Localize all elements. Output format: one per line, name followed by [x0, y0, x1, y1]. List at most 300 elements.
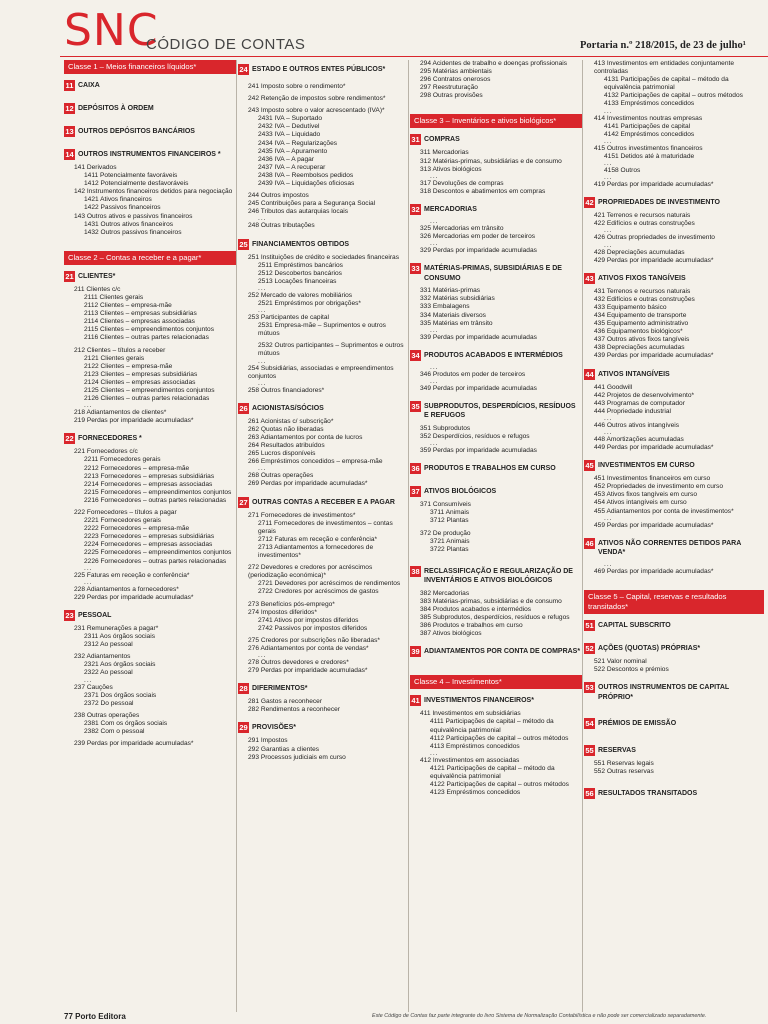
spacer — [64, 95, 236, 99]
subaccount-line: 4131 Participações de capital – método da equivalência patrimonial — [604, 76, 729, 92]
account-line: 261 Acionistas c/ subscrição* — [248, 417, 334, 425]
column-divider — [408, 60, 409, 1012]
account-line: 282 Rendimentos a reconhecer — [248, 706, 341, 714]
subaccount-line: 1422 Passivos financeiros — [84, 204, 161, 212]
class-banner: Classe 3 – Inventários e ativos biológicos* — [410, 114, 582, 128]
account-line: 351 Subprodutos — [420, 424, 471, 432]
account-section-heading — [584, 538, 764, 558]
account-number-badge: 37 — [411, 487, 420, 497]
account-section-heading — [410, 463, 582, 474]
account-line: 218 Adiantamentos de clientes* — [74, 409, 167, 417]
account-line: 258 Outros financiadores* — [248, 386, 325, 394]
subaccount-line: 4133 Empréstimos concedidos — [604, 100, 695, 108]
account-line: 333 Embalagens — [420, 303, 470, 311]
account-line: 252 Mercado de valores mobiliários — [248, 291, 353, 299]
subaccount-line: 2211 Fornecedores gerais — [84, 456, 161, 464]
account-section-title: OUTROS INSTRUMENTOS FINANCEIROS * — [78, 151, 221, 158]
class-banner: Classe 1 – Meios financeiros líquidos* — [64, 60, 236, 74]
spacer — [410, 196, 582, 200]
account-number-badge: 39 — [411, 647, 420, 657]
account-line: 244 Outros impostos — [248, 192, 309, 200]
account-line: 264 Resultados atribuídos — [248, 442, 325, 450]
subaccount-line: 2382 Com o pessoal — [84, 727, 145, 735]
account-section-heading — [64, 80, 236, 91]
account-section-title: RESULTADOS TRANSITADOS — [598, 790, 698, 798]
account-section-title: FINANCIAMENTOS OBTIDOS — [252, 240, 350, 248]
spacer — [238, 675, 408, 679]
ellipsis: ... — [604, 414, 613, 422]
account-line: 253 Participantes de capital — [248, 314, 330, 322]
spacer — [410, 638, 582, 642]
subaccount-line: 4112 Participações de capital – outros métodos — [430, 734, 569, 742]
account-section-title: INVESTIMENTOS FINANCEIROS* — [424, 697, 534, 705]
subaccount-line: 2438 IVA – Reembolsos pedidos — [258, 171, 354, 179]
account-line: 212 Clientes – títulos a receber — [74, 346, 166, 354]
account-section-title: CAIXA — [78, 82, 100, 89]
account-section-title: COMPRAS — [424, 136, 460, 144]
spacer — [64, 141, 236, 145]
subaccount-line: 2311 Aos órgãos sociais — [84, 633, 155, 641]
column-1 — [64, 60, 236, 1012]
subaccount-line: 2123 Clientes – empresas subsidiárias — [84, 370, 198, 378]
subaccount-line: 3712 Plantas — [430, 517, 469, 525]
subaccount-line: 3711 Animais — [430, 509, 470, 517]
account-line: 442 Projetos de desenvolvimento* — [594, 391, 695, 399]
account-section-title: DEPÓSITOS À ORDEM — [78, 105, 154, 112]
account-line: 281 Gastos a reconhecer — [248, 698, 323, 706]
subaccount-line: 2114 Clientes – empresas associadas — [84, 318, 195, 326]
ellipsis: ... — [258, 465, 267, 473]
account-line: 332 Matérias subsidiárias — [420, 295, 495, 303]
account-section-heading — [238, 239, 408, 250]
subaccount-line: 2436 IVA – A pagar — [258, 155, 314, 163]
account-number-badge: 35 — [411, 401, 420, 411]
subaccount-line: 2742 Passivos por impostos diferidos — [258, 624, 368, 632]
account-line: 413 Investimentos em entidades conjuntamente controladas — [594, 60, 735, 76]
account-line: 242 Retenção de impostos sobre rendimentos* — [248, 95, 386, 103]
subaccount-line: 2511 Empréstimos bancários — [258, 261, 343, 269]
account-section-title: RESERVAS — [598, 747, 636, 755]
account-section-title: DIFERIMENTOS* — [252, 685, 308, 693]
subaccount-line: 2431 IVA – Suportado — [258, 115, 323, 123]
spacer — [238, 395, 408, 399]
spacer — [584, 452, 764, 456]
account-section-title: PRÉMIOS DE EMISSÃO — [598, 720, 677, 728]
subaccount-line: 4158 Outros — [604, 167, 641, 175]
account-line: 318 Descontos e abatimentos em compras — [420, 187, 546, 195]
snc-logo: SNC — [64, 5, 159, 56]
ellipsis: ... — [84, 578, 93, 586]
subaccount-line: 4142 Empréstimos concedidos — [604, 130, 695, 138]
account-line: 335 Matérias em trânsito — [420, 319, 493, 327]
subaccount-line: 4111 Participações de capital – método da equivalência patrimonial — [430, 718, 554, 734]
spacer — [410, 661, 582, 669]
account-line: 436 Equipamentos biológicos* — [594, 328, 683, 336]
account-number-badge: 21 — [65, 271, 74, 281]
subaccount-line: 2512 Descobertos bancários — [258, 269, 342, 277]
subaccount-line: 4123 Empréstimos concedidos — [430, 789, 521, 797]
account-section-title: ATIVOS NÃO CORRENTES DETIDOS PARA VENDA* — [598, 539, 741, 557]
subaccount-line: 2432 IVA – Dedutível — [258, 123, 320, 131]
subaccount-line: 2372 Do pessoal — [84, 699, 134, 707]
account-section-heading — [410, 263, 582, 283]
spacer — [410, 554, 582, 562]
account-section-heading — [410, 566, 582, 586]
account-section-heading — [584, 369, 764, 380]
account-number-badge: 27 — [239, 497, 248, 507]
account-line: 438 Depreciações acumuladas — [594, 344, 685, 352]
subaccount-line: 2125 Clientes – empreendimentos conjuntos — [84, 386, 215, 394]
subaccount-line: 1421 Ativos financeiros — [84, 196, 152, 204]
account-line: 352 Desperdícios, resíduos e refugos — [420, 433, 530, 441]
account-number-badge: 13 — [65, 127, 74, 136]
subaccount-line: 2126 Clientes – outras partes relacionadas — [84, 395, 210, 403]
account-number-badge: 34 — [411, 350, 420, 360]
account-line: 384 Produtos acabados e intermédios — [420, 606, 532, 613]
account-line: 276 Adiantamentos por conta de vendas* — [248, 644, 369, 652]
account-line: 292 Garantias a clientes — [248, 745, 320, 753]
account-line: 254 Subsidiárias, associadas e empreendimentos conjuntos — [248, 364, 394, 380]
account-number-badge: 11 — [65, 81, 74, 90]
account-section-title: ATIVOS INTANGÍVEIS — [598, 370, 670, 378]
account-number-badge: 54 — [585, 719, 594, 729]
subaccount-line: 4122 Participações de capital – outros métodos — [430, 781, 569, 789]
spacer — [64, 425, 236, 429]
spacer — [410, 342, 582, 346]
account-number-badge: 42 — [585, 198, 594, 208]
account-line: 428 Depreciações acumuladas — [594, 248, 685, 256]
subaccount-line: 2111 Clientes gerais — [84, 293, 144, 301]
subaccount-line: 2531 Empresa-mãe – Suprimentos e outros mútuos — [258, 322, 386, 338]
account-line: 521 Valor nominal — [594, 657, 647, 665]
document-title: CÓDIGO DE CONTAS — [146, 36, 306, 53]
account-section-heading — [238, 403, 408, 414]
subaccount-line: 2521 Empréstimos por obrigações* — [258, 299, 361, 307]
subaccount-line: 1412 Potencialmente desfavoráveis — [84, 180, 189, 188]
spacer — [64, 602, 236, 606]
account-line: 439 Perdas por imparidade acumuladas* — [594, 352, 714, 360]
subaccount-line: 1431 Outros ativos financeiros — [84, 220, 174, 228]
account-line: 349 Perdas por imparidade acumuladas — [420, 384, 537, 392]
account-line: 317 Devoluções de compras — [420, 179, 504, 187]
account-line: 298 Outras provisões — [420, 92, 483, 100]
subaccount-line: 4113 Empréstimos concedidos — [430, 742, 520, 750]
account-number-badge: 53 — [585, 683, 594, 693]
spacer — [584, 706, 764, 714]
subaccount-line: 2434 IVA – Regularizações — [258, 139, 338, 147]
account-line: 432 Edifícios e outras construções — [594, 295, 695, 303]
subaccount-line: 2121 Clientes gerais — [84, 354, 145, 362]
account-line: 312 Matérias-primas, subsidiárias e de consumo — [420, 157, 562, 165]
account-section-heading — [410, 646, 582, 657]
account-number-badge: 32 — [411, 204, 420, 214]
account-section-title: MERCADORIAS — [424, 205, 477, 213]
subaccount-line: 2224 Fornecedores – empresas associadas — [84, 541, 213, 549]
subaccount-line: 4132 Participações de capital – outros métodos — [604, 92, 743, 100]
subaccount-line: 2371 Dos órgãos sociais — [84, 691, 157, 699]
account-section-heading — [584, 620, 764, 631]
account-line: 239 Perdas por imparidade acumuladas* — [74, 740, 194, 748]
account-section-heading — [584, 643, 764, 654]
spacer — [584, 189, 764, 193]
account-line: 443 Programas de computador — [594, 399, 685, 407]
account-section-heading — [410, 350, 582, 361]
publisher-mark: 77 Porto Editora — [64, 1012, 126, 1021]
subaccount-line: 2223 Fornecedores – empresas subsidiárias — [84, 533, 215, 541]
account-line: 382 Mercadorias — [420, 589, 470, 597]
account-number-badge: 52 — [585, 643, 594, 653]
class-banner: Classe 5 – Capital, reservas e resultados transitados* — [584, 590, 764, 614]
account-section-heading — [64, 271, 236, 282]
account-line: 274 Impostos diferidos* — [248, 608, 317, 616]
account-line: 426 Outras propriedades de investimento — [594, 234, 715, 242]
subaccount-line: 2435 IVA – Apuramento — [258, 147, 328, 155]
ellipsis: ... — [430, 326, 439, 334]
account-section-heading — [584, 682, 764, 702]
account-number-badge: 26 — [239, 403, 248, 413]
ellipsis: ... — [604, 160, 613, 168]
account-line: 412 Investimentos em associadas — [420, 756, 520, 764]
account-section-heading — [238, 722, 408, 733]
header-rule — [60, 56, 768, 57]
account-section-title: ATIVOS BIOLÓGICOS — [424, 488, 497, 496]
account-line: 246 Tributos das autarquias locais — [248, 208, 349, 216]
account-number-badge: 22 — [65, 434, 74, 444]
account-section-heading — [238, 64, 408, 75]
spacer — [584, 576, 764, 584]
account-line: 265 Lucros disponíveis — [248, 450, 316, 458]
account-line: 387 Ativos biológicos — [420, 630, 482, 638]
account-line: 231 Remunerações a pagar* — [74, 624, 159, 632]
account-number-badge: 41 — [411, 696, 420, 706]
account-line: 142 Instrumentos financeiros detidos para negociação — [74, 188, 233, 196]
spacer — [238, 714, 408, 718]
page-footer — [0, 1012, 768, 1024]
subaccount-line: 2437 IVA – A recuperar — [258, 163, 326, 171]
ellipsis: ... — [430, 377, 439, 385]
subaccount-line: 2213 Fornecedores – empresas subsidiárias — [84, 472, 215, 480]
account-section-heading — [64, 126, 236, 137]
account-number-badge: 43 — [585, 273, 594, 283]
ellipsis: ... — [604, 429, 613, 436]
account-line: 449 Perdas por imparidade acumuladas* — [594, 444, 714, 452]
account-number-badge: 46 — [585, 538, 594, 548]
spacer — [584, 776, 764, 784]
column-divider — [236, 60, 237, 1012]
subaccount-line: 2215 Fornecedores – empreendimentos conjuntos — [84, 488, 232, 496]
account-line: 451 Investimentos financeiros em curso — [594, 475, 711, 483]
account-line: 383 Matérias-primas, subsidiárias e de consumo — [420, 597, 562, 605]
spacer — [584, 530, 764, 534]
spacer — [410, 255, 582, 259]
account-section-title: PESSOAL — [78, 611, 112, 619]
column-divider — [582, 60, 583, 1012]
subaccount-line: 2222 Fornecedores – empresa-mãe — [84, 525, 190, 533]
subaccount-line: 2439 IVA – Liquidações oficiosas — [258, 180, 355, 188]
account-number-badge: 14 — [65, 150, 74, 159]
account-section-heading — [584, 718, 764, 729]
ellipsis: ... — [430, 749, 439, 757]
account-line: 294 Acidentes de trabalho e doenças profissionais — [420, 60, 567, 67]
account-line: 311 Mercadorias — [420, 149, 469, 157]
account-line: 141 Derivados — [74, 164, 117, 171]
account-line: 385 Subprodutos, desperdícios, resíduos e refugos — [420, 614, 570, 622]
account-section-title: ESTADO E OUTROS ENTES PÚBLICOS* — [252, 66, 386, 73]
account-section-title: FORNECEDORES * — [78, 435, 142, 443]
spacer — [64, 237, 236, 245]
account-section-heading — [584, 788, 764, 799]
account-number-badge: 25 — [239, 239, 248, 249]
spacer — [410, 455, 582, 459]
account-line: 434 Equipamento de transporte — [594, 311, 687, 319]
account-line: 415 Outros investimentos financeiros — [594, 144, 703, 152]
subaccount-line: 2433 IVA – Liquidado — [258, 131, 321, 139]
ellipsis: ... — [604, 107, 613, 115]
account-section-heading — [64, 433, 236, 444]
account-line: 269 Perdas por imparidade acumuladas* — [248, 480, 368, 488]
account-line: 228 Adiantamentos a fornecedores* — [74, 585, 179, 593]
account-line: 329 Perdas por imparidade acumuladas — [420, 247, 537, 255]
account-line: 271 Fornecedores de investimentos* — [248, 511, 356, 519]
ellipsis: ... — [430, 217, 439, 225]
spacer — [64, 118, 236, 122]
subaccount-line: 1411 Potencialmente favoráveis — [84, 172, 178, 180]
ellipsis: ... — [258, 284, 267, 292]
column-3 — [410, 60, 582, 1012]
account-number-badge: 38 — [411, 566, 420, 576]
column-2 — [238, 60, 408, 1012]
account-section-heading — [584, 273, 764, 284]
account-line: 275 Credores por subscrições não liberadas* — [248, 636, 380, 644]
account-number-badge: 28 — [239, 684, 248, 694]
ellipsis: ... — [430, 240, 439, 248]
account-section-title: PRODUTOS E TRABALHOS EM CURSO — [424, 465, 556, 473]
account-line: 222 Fornecedores – títulos a pagar — [74, 509, 177, 516]
account-line: 414 Investimentos noutras empresas — [594, 114, 703, 122]
account-line: 371 Consumíveis — [420, 501, 471, 509]
subaccount-line: 2712 Faturas em receção e conferência* — [258, 535, 378, 543]
spacer — [584, 635, 764, 639]
account-line: 262 Quotas não liberadas — [248, 425, 324, 433]
subaccount-line: 2312 Ao pessoal — [84, 641, 133, 649]
account-line: 225 Faturas em receção e conferência* — [74, 571, 190, 579]
account-line: 238 Outras operações — [74, 711, 140, 719]
subaccount-line: 4151 Detidos até à maturidade — [604, 152, 695, 160]
account-line: 359 Perdas por imparidade acumuladas — [420, 447, 537, 455]
account-section-heading — [410, 695, 582, 706]
account-line: 143 Outros ativos e passivos financeiros — [74, 212, 193, 220]
spacer — [238, 231, 408, 235]
subaccount-line: 2116 Clientes – outras partes relacionadas — [84, 334, 209, 342]
ellipsis: ... — [604, 137, 613, 145]
account-number-badge: 44 — [585, 369, 594, 379]
subaccount-line: 2721 Devedores por acréscimos de rendimentos — [258, 580, 401, 588]
account-section-heading — [410, 204, 582, 215]
account-line: 448 Amortizações acumuladas — [594, 436, 684, 443]
spacer — [584, 265, 764, 269]
spacer — [410, 478, 582, 482]
column-4 — [584, 60, 764, 1012]
subaccount-line: 2212 Fornecedores – empresa-mãe — [84, 464, 190, 472]
subaccount-line: 4141 Participações de capital — [604, 122, 691, 130]
ellipsis: ... — [430, 440, 439, 448]
account-line: 431 Terrenos e recursos naturais — [594, 287, 691, 295]
ellipsis: ... — [84, 676, 93, 684]
subaccount-line: 2113 Clientes – empresas subsidiárias — [84, 310, 197, 318]
account-line: 446 Outros ativos intangíveis — [594, 421, 680, 429]
footer-note: Este Código de Contas faz parte integrante do livro Sistema de Normalização Contabilística e não pode ser comercializado separadamente. — [372, 1013, 707, 1019]
account-line: 334 Materiais diversos — [420, 311, 486, 319]
ellipsis: ... — [84, 564, 93, 572]
account-section-heading — [584, 460, 764, 471]
spacer — [410, 100, 582, 108]
subaccount-line: 2722 Credores por acréscimos de gastos — [258, 588, 379, 596]
account-number-badge: 36 — [411, 464, 420, 474]
subaccount-line: 2741 Ativos por impostos diferidos — [258, 616, 359, 624]
spacer — [584, 361, 764, 365]
account-line: 339 Perdas por imparidade acumuladas — [420, 333, 537, 341]
account-line: 268 Outras operações — [248, 472, 314, 480]
account-section-title: INVESTIMENTOS EM CURSO — [598, 462, 695, 470]
account-line: 251 Instituições de crédito e sociedades financeiras — [248, 253, 400, 261]
account-line: 272 Devedores e credores por acréscimos (periodização económica)* — [248, 564, 373, 580]
account-section-title: ATIVOS FIXOS TANGÍVEIS — [598, 274, 686, 282]
account-line: 243 Imposto sobre o valor acrescentado (IVA)* — [248, 107, 385, 115]
account-section-title: OUTROS DEPÓSITOS BANCÁRIOS — [78, 128, 195, 135]
account-number-badge: 56 — [585, 789, 594, 799]
subaccount-line: 3722 Plantas — [430, 545, 469, 553]
account-number-badge: 51 — [585, 620, 594, 630]
subaccount-line: 2381 Com os órgãos sociais — [84, 719, 168, 727]
account-line: 459 Perdas por imparidade acumuladas* — [594, 521, 714, 529]
account-line: 297 Reestruturação — [420, 84, 478, 92]
account-section-heading — [64, 610, 236, 621]
account-line: 291 Impostos — [248, 737, 288, 745]
ellipsis: ... — [258, 307, 267, 315]
account-section-heading — [238, 683, 408, 694]
account-section-heading — [410, 134, 582, 145]
subaccount-line: 4121 Participações de capital – método da equivalência patrimonial — [430, 764, 555, 781]
class-banner: Classe 2 – Contas a receber e a pagar* — [64, 251, 236, 265]
account-section-title: MATÉRIAS-PRIMAS, SUBSIDIÁRIAS E DE CONSUMO — [424, 265, 562, 282]
ellipsis: ... — [604, 227, 613, 235]
account-number-badge: 23 — [65, 610, 74, 620]
account-line: 422 Edifícios e outras construções — [594, 220, 695, 228]
account-number-badge: 12 — [65, 104, 74, 113]
account-line: 469 Perdas por imparidade acumuladas* — [594, 567, 714, 575]
account-number-badge: 45 — [585, 461, 594, 471]
subaccount-line: 1432 Outros passivos financeiros — [84, 228, 182, 236]
account-section-heading — [64, 149, 236, 160]
account-line: 241 Imposto sobre o rendimento* — [248, 83, 346, 90]
account-number-badge: 55 — [585, 746, 594, 756]
account-line: 296 Contratos onerosos — [420, 76, 491, 84]
spacer — [238, 489, 408, 493]
page-header — [0, 0, 768, 58]
subaccount-line: 2711 Fornecedores de investimentos – contas gerais — [258, 519, 393, 535]
account-line: 325 Mercadorias em trânsito — [420, 224, 504, 232]
account-line: 455 Adiantamentos por conta de investimentos* — [594, 507, 734, 515]
account-line: 266 Empréstimos concedidos – empresa-mãe — [248, 458, 383, 466]
account-line: 421 Terrenos e recursos naturais — [594, 212, 691, 220]
spacer — [584, 733, 764, 741]
account-number-badge: 29 — [239, 723, 248, 733]
account-section-heading — [410, 401, 582, 421]
account-section-heading — [584, 745, 764, 756]
account-section-title: CAPITAL SUBSCRITO — [598, 621, 671, 629]
ellipsis: ... — [430, 363, 439, 371]
subaccount-line: 3721 Animais — [430, 537, 470, 545]
